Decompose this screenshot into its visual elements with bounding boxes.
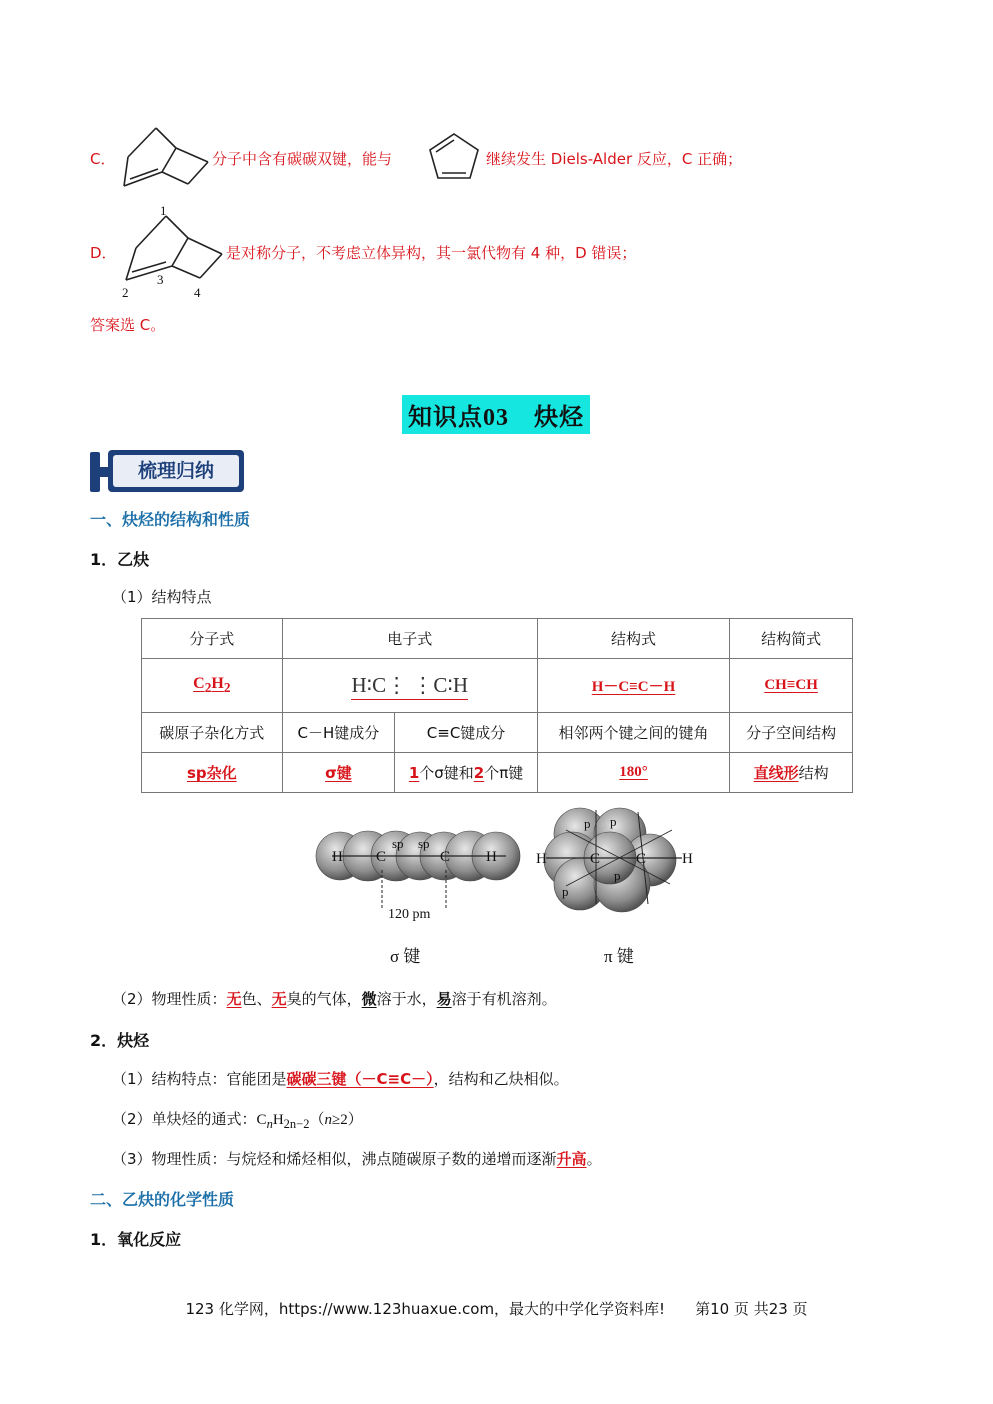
sigma-distance: 120 pm (388, 907, 431, 922)
hdr-structural-formula: 结构式 (537, 619, 729, 659)
sigma-c-left: C (376, 849, 387, 865)
option-c-label: C． (90, 150, 116, 168)
heading-acetylene: 1．乙炔 (90, 550, 150, 569)
option-c-text2: 继续发生 Diels-Alder 反应，C 正确； (486, 150, 743, 168)
sigma-h-left: H (332, 849, 343, 865)
page-footer: 123 化学网，https://www.123huaxue.com，最大的中学化学资料库! 第10 页 共23 页 (185, 1300, 808, 1318)
cell-electron-formula (282, 659, 537, 713)
hdr-simplified-formula: 结构简式 (730, 619, 853, 659)
sigma-c-right: C (440, 849, 451, 865)
hdr-bond-angle: 相邻两个键之间的键角 (537, 713, 729, 753)
cell-ch-bond: σ键 (282, 753, 395, 793)
option-d-label: D． (90, 244, 117, 262)
electron-formula: H∶C⋮ ⋮C∶H (351, 673, 468, 700)
answer-line: 答案选 C。 (90, 316, 166, 334)
banner-text: 梳理归纳 (113, 455, 239, 487)
heading-alkynes: 2．炔烃 (90, 1031, 150, 1050)
hdr-molecular-formula: 分子式 (142, 619, 283, 659)
pi-caption: π 键 (604, 947, 634, 966)
acetylene-structure-table (141, 618, 853, 793)
hdr-ch-bond: C－H键成分 (282, 713, 395, 753)
pi-p-3: p (562, 884, 569, 899)
pi-c-left: C (590, 851, 601, 867)
atom-number-3: 3 (157, 272, 164, 287)
cell-molecular-formula (142, 659, 283, 713)
summary-banner (90, 450, 246, 494)
hdr-spatial-structure: 分子空间结构 (730, 713, 853, 753)
pi-p-2: p (610, 814, 617, 829)
sigma-caption: σ 键 (390, 947, 421, 966)
norbornene-numbered-structure (116, 202, 228, 300)
subheading-structure: （1）结构特点 (112, 588, 212, 606)
sigma-bond-model (316, 831, 520, 966)
hdr-hybridization: 碳原子杂化方式 (142, 713, 283, 753)
cell-bond-angle: 180° (537, 753, 729, 793)
option-d-text: 是对称分子，不考虑立体异构，其一氯代物有 4 种，D 错误； (226, 244, 637, 262)
cell-spatial-structure: 直线形结构 (730, 753, 853, 793)
alkyne-structure-line: （1）结构特点：官能团是碳碳三键（－C≡C－），结构和乙炔相似。 (112, 1070, 569, 1088)
alkyne-general-formula-line: （2）单炔烃的通式：$C_nH_{2n-2}(n\ge 2)$ (112, 1110, 363, 1131)
general-formula: $C_nH_{2n-2}$ (256, 1112, 310, 1131)
pi-bond-model (536, 808, 693, 966)
mol-formula: $C_2H_2$ (193, 674, 231, 696)
option-c-text1: 分子中含有碳碳双键，能与 (212, 150, 393, 168)
sigma-sp-left: sp (392, 836, 404, 851)
norbornene-structure (116, 124, 212, 192)
heading-chemical-properties: 二、乙炔的化学性质 (90, 1190, 235, 1209)
cell-simplified-formula: CH≡CH (730, 659, 853, 713)
hdr-electron-formula: 电子式 (282, 619, 537, 659)
cyclopentadiene-structure (424, 130, 484, 184)
cell-structural-formula: H－C≡C－H (537, 659, 729, 713)
atom-number-4: 4 (194, 285, 201, 300)
alkyne-physical-line: （3）物理性质：与烷烃和烯烃相似，沸点随碳原子数的递增而逐渐升高。 (112, 1150, 602, 1168)
cell-cc-bond: 1个σ键和2个π键 (395, 753, 538, 793)
pi-h-right: H (682, 851, 693, 867)
atom-number-1: 1 (160, 203, 167, 218)
pi-h-left: H (536, 851, 547, 867)
heading-oxidation: 1．氧化反应 (90, 1230, 182, 1249)
pi-c-right: C (636, 851, 647, 867)
atom-number-2: 2 (122, 285, 129, 300)
physical-properties-line: （2）物理性质：无色、无臭的气体，微溶于水，易溶于有机溶剂。 (112, 990, 557, 1008)
hdr-cc-bond: C≡C键成分 (395, 713, 538, 753)
heading-structure-properties: 一、炔烃的结构和性质 (90, 510, 251, 529)
orbital-figure (310, 800, 700, 972)
cell-hybridization: sp杂化 (142, 753, 283, 793)
section-title: 知识点03 炔烃 (402, 395, 590, 434)
sigma-h-right: H (486, 849, 497, 865)
sigma-sp-right: sp (418, 836, 430, 851)
pi-p-1: p (584, 816, 591, 831)
pi-p-4: p (614, 868, 621, 883)
